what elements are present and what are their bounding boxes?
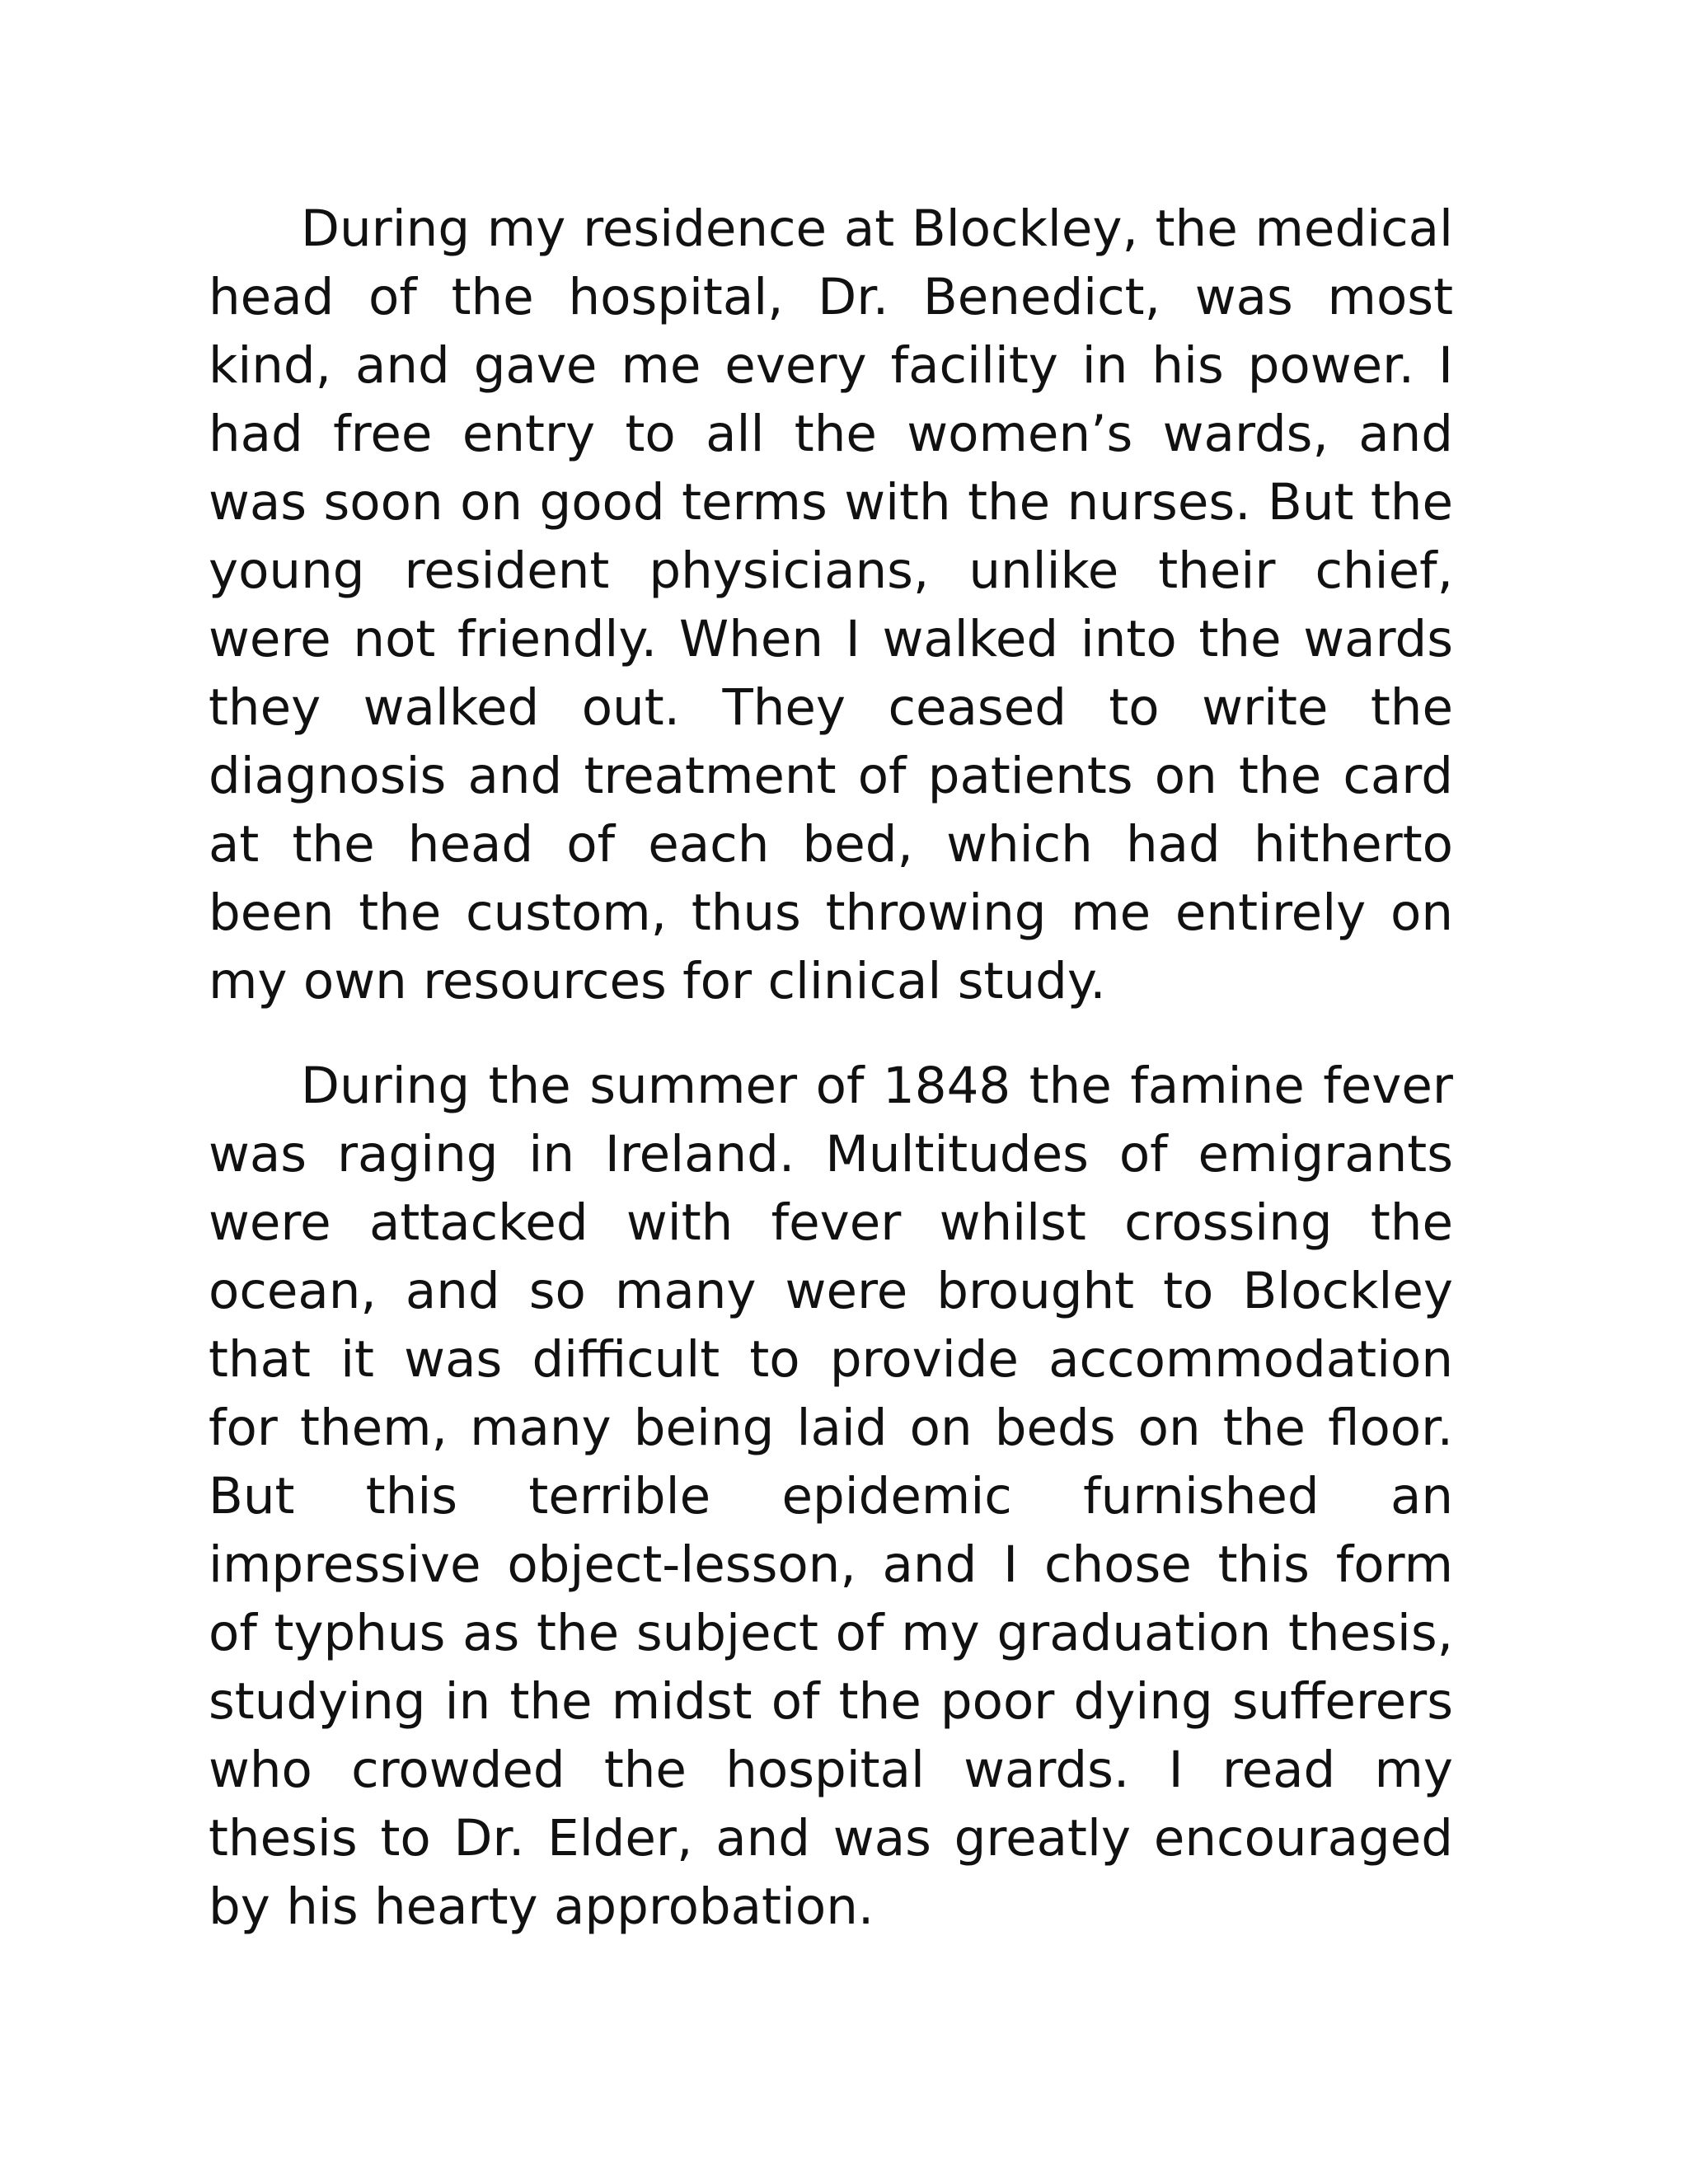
paragraph-2: During the summer of 1848 the famine fever was raging in Ireland. Multitudes of emigrants were attacked with fever whilst crossing the ocean, and so many were brought to Blockley that it was difficult to provide accommodation for them, many being laid on beds on the floor. But this terrible epidemic furnished an impressive object-lesson, and I chose this form of typhus as the subject of my graduation thesis, studying in the midst of the poor dying sufferers who crowded the hospital wards. I read my thesis to Dr. Elder, and was greatly encouraged by his hearty approbation. (209, 1057, 1453, 1936)
paragraph-1: During my residence at Blockley, the medical head of the hospital, Dr. Benedict, was most kind, and gave me every facility in his power. I had free entry to all the women’s wards, and was soon on good terms with the nurses. But the young resident physicians, unlike their chief, were not friendly. When I walked into the wards they walked out. They ceased to write the diagnosis and treatment of patients on the card at the head of each bed, which had hitherto been the custom, thus throwing me entirely on my own resources for clinical study. (209, 199, 1453, 1010)
body-text (209, 194, 1453, 1941)
